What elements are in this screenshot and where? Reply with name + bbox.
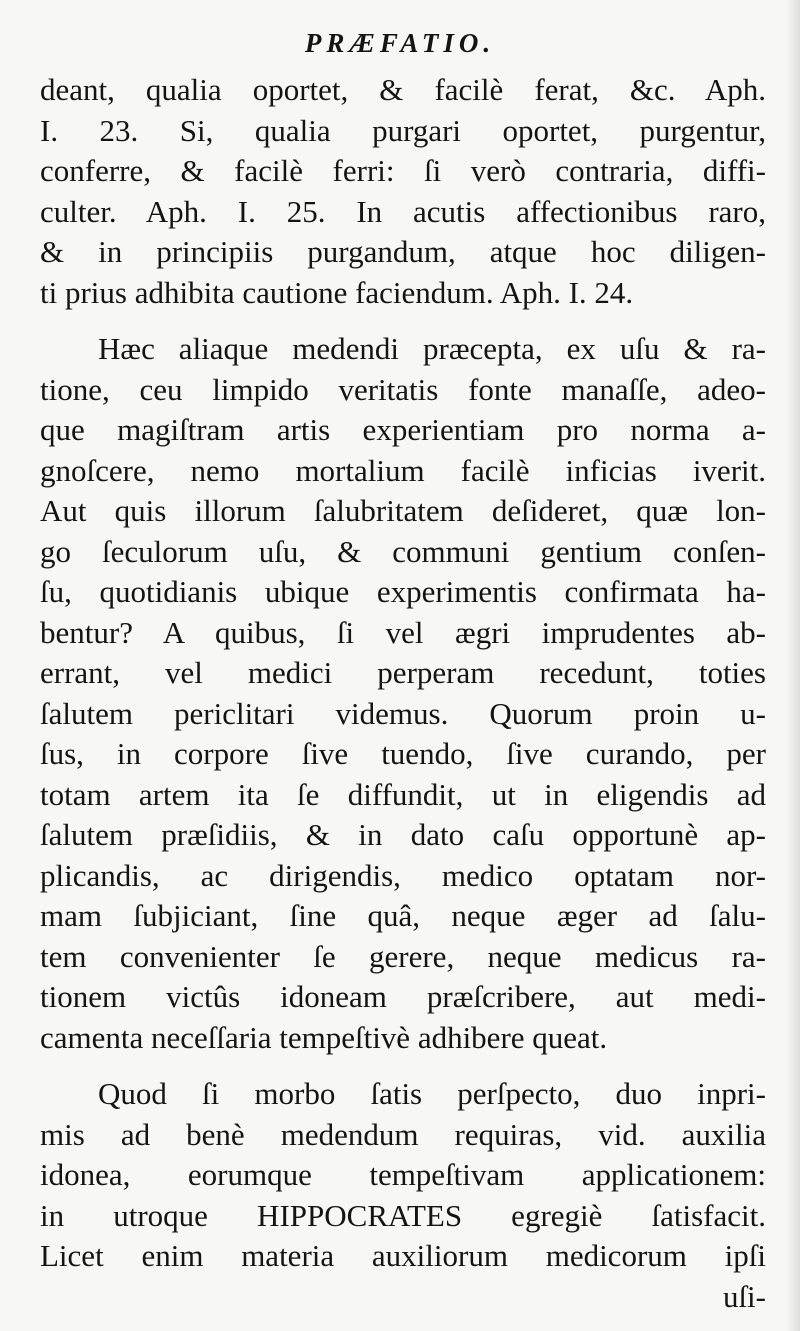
paragraph-2 — [40, 329, 766, 1058]
text-line: errant, vel medici perperam recedunt, toties — [40, 655, 766, 690]
text-line: I. 23. Si, qualia purgari oportet, purgentur, — [40, 112, 766, 148]
text-line: tionem victûs idoneam præſcribere, aut medi- — [40, 979, 766, 1014]
text-line: Quod ſi morbo ſatis perſpecto, duo inpri- — [98, 1076, 766, 1111]
paragraph-1 — [40, 70, 766, 313]
catchword: uſi- — [722, 1278, 766, 1314]
text-line: go ſeculorum uſu, & communi gentium conſen- — [40, 533, 766, 569]
text-line: ſus, in corpore ſive tuendo, ſive curando, per — [40, 736, 766, 771]
paragraph-3 — [40, 1074, 766, 1277]
text-line: tem convenienter ſe gerere, neque medicus ra- — [40, 938, 766, 974]
text-line: Aut quis illorum ſalubritatem deſideret, quæ lon- — [40, 493, 766, 528]
text-line: in utroque HIPPOCRATES egregiè ſatisfacit. — [40, 1197, 766, 1233]
text-line: ſalutem præſidiis, & in dato caſu opportunè ap- — [40, 817, 766, 852]
text-line: que magiſtram artis experientiam pro norma a- — [40, 412, 766, 447]
text-line: gnoſcere, nemo mortalium facilè inficias iverit. — [40, 452, 766, 488]
text-line: idonea, eorumque tempeſtivam applicationem: — [40, 1157, 766, 1192]
text-line: totam artem ita ſe diffundit, ut in eligendis ad — [40, 776, 766, 812]
text-line: Hæc aliaque medendi præcepta, ex uſu & ra- — [98, 331, 766, 366]
text-line: mam ſubjiciant, ſine quâ, neque æger ad ſalu- — [40, 898, 766, 933]
body-text — [40, 70, 766, 1317]
text-line: bentur? A quibus, ſi vel ægri imprudentes ab- — [40, 614, 766, 650]
text-line: deant, qualia oportet, & facilè ferat, &c. Aph. — [40, 72, 766, 107]
text-line: Licet enim materia auxiliorum medicorum ipſi — [40, 1238, 766, 1273]
text-line: plicandis, ac dirigendis, medico optatam nor- — [40, 857, 766, 893]
text-line: & in principiis purgandum, atque hoc diligen- — [40, 234, 766, 269]
text-line: mis ad benè medendum requiras, vid. auxilia — [40, 1116, 766, 1152]
text-line: camenta neceſſaria tempeſtivè adhibere queat. — [40, 1019, 608, 1055]
text-line: ti prius adhibita cautione faciendum. Aph. I. 24. — [40, 274, 634, 310]
text-line: tione, ceu limpido veritatis fonte manaſſe, adeo- — [40, 371, 766, 407]
text-line: culter. Aph. I. 25. In acutis affectionibus raro, — [40, 193, 766, 229]
running-title: PRÆFATIO. — [304, 28, 496, 58]
text-line: ſalutem periclitari videmus. Quorum proin u- — [40, 695, 766, 731]
text-line: conferre, & facilè ferri: ſi verò contraria, diffi- — [40, 153, 766, 188]
text-line: ſu, quotidianis ubique experimentis confirmata ha- — [40, 574, 766, 609]
